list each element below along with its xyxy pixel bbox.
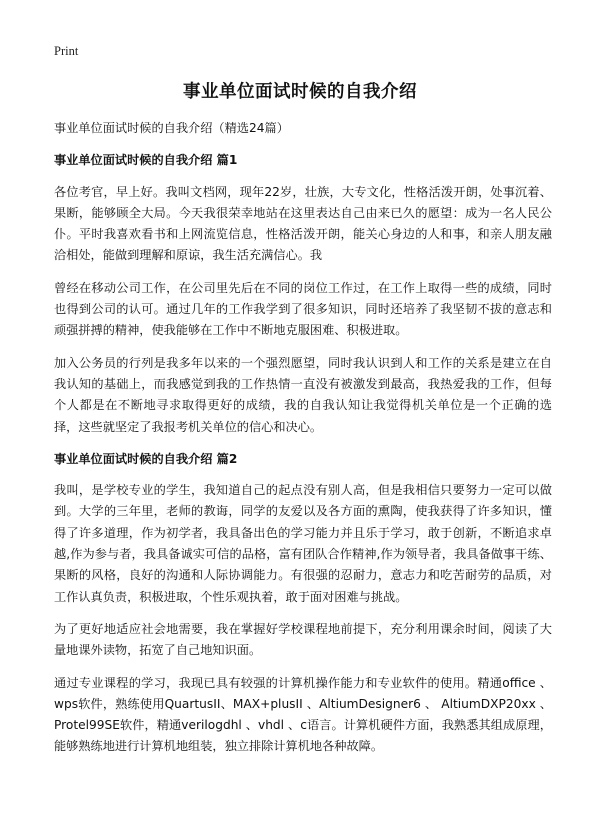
paragraph: 我叫，是学校专业的学生，我知道自己的起点没有别人高，但是我相信只要努力一定可以做到。大学的三年里，老师的教诲，同学的友爱以及各方面的熏陶，使我获得了许多知识，懂得了许多道理，作为初学者，我具备出色的学习能力并且乐于学习，敢于创新，不断追求卓越,作为参与者，我具备诚实可信的品格，富有团队合作精神,作为领导者，我具备做事干练、果断的风格，良好的沟通和人际协调能力。有很强的忍耐力，意志力和吃苦耐劳的品质，对工作认真负责，积极进取，个性乐观执着，敢于面对困难与挑战。	[54, 483, 552, 604]
section-heading-1: 事业单位面试时候的自我介绍 篇1	[54, 153, 238, 168]
paragraph: 曾经在移动公司工作，在公司里先后在不同的岗位工作过，在工作上取得一些的成绩，同时也得到公司的认可。通过几年的工作我学到了很多知识，同时还培养了我坚韧不拔的意志和顽强拼搏的精神，使我能够在工作中不断地克服困难、积极进取。	[54, 280, 552, 338]
paragraph: 各位考官，早上好。我叫文档网，现年22岁，壮族，大专文化，性格活泼开朗，处事沉着、果断，能够顾全大局。今天我很荣幸地站在这里表达自己由来已久的愿望：成为一名人民公仆。平时我喜欢看书和上网流览信息，性格活泼开朗，能关心身边的人和事，和亲人朋友融洽相处，能做到理解和原谅，我生活充满信心。我	[54, 184, 552, 263]
document-subtitle: 事业单位面试时候的自我介绍（精选24篇）	[54, 121, 289, 135]
print-link[interactable]: Print	[54, 44, 79, 58]
paragraph: 为了更好地适应社会地需要，我在掌握好学校课程地前提下，充分利用课余时间，阅读了大量地课外读物，拓宽了自己地知识面。	[54, 621, 552, 658]
paragraph: 通过专业课程的学习，我现已具有较强的计算机操作能力和专业软件的使用。精通office 、wps软件，熟练使用QuartusII、MAX+plusII 、AltiumDesigner6 、 AltiumDXP20xx 、Protel99SE软件，精通verilogdhl 、vhdl 、c语言。计算机硬件方面，我熟悉其组成原理，能够熟练地进行计算机地组装，独立排除计算机地各种故障。	[54, 675, 552, 754]
page-title: 事业单位面试时候的自我介绍	[183, 82, 417, 102]
paragraph: 加入公务员的行列是我多年以来的一个强烈愿望，同时我认识到人和工作的关系是建立在自我认知的基础上，而我感觉到我的工作热情一直没有被激发到最高，我热爱我的工作，但每个人都是在不断地寻求取得更好的成绩，我的自我认知让我觉得机关单位是一个正确的选择，这些就坚定了我报考机关单位的信心和决心。	[54, 355, 552, 434]
section-heading-2: 事业单位面试时候的自我介绍 篇2	[54, 451, 238, 466]
document-body	[54, 118, 552, 769]
